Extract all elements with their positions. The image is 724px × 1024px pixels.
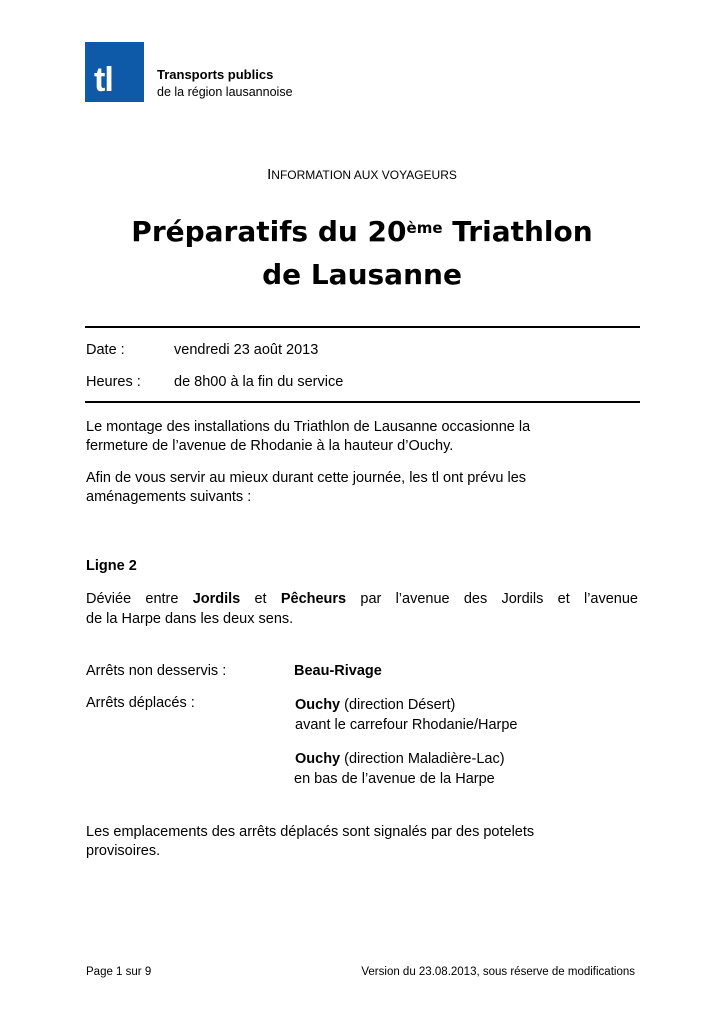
intro-p1-line2: fermeture de l’avenue de Rhodanie à la hauteur d’Ouchy.	[86, 438, 454, 454]
deviation-paragraph	[86, 590, 638, 629]
non-served-label: Arrêts non desservis :	[86, 663, 227, 679]
section-heading	[86, 557, 638, 576]
tl-logo	[85, 42, 144, 102]
logo-text: tl	[94, 61, 113, 99]
page-number: Page 1 sur 9	[86, 966, 152, 978]
intro-paragraph-1	[86, 418, 638, 456]
moved-stop-1-title	[295, 695, 517, 715]
title-part2: Triathlon	[442, 215, 593, 248]
divider-top	[85, 326, 640, 328]
org-name-line2: de la région lausannoise	[157, 85, 293, 99]
non-served-value	[294, 663, 382, 679]
document-kicker	[0, 166, 724, 183]
intro-p1-line1: Le montage des installations du Triathlon de Lausanne occasionne la	[86, 419, 531, 435]
hours-value: de 8h00 à la fin du service	[174, 374, 344, 390]
dev-text-c: et	[240, 591, 281, 607]
kicker-initial: I	[267, 166, 272, 183]
note-line1: Les emplacements des arrêts déplacés sont signalés par des potelets	[86, 824, 535, 840]
note-paragraph	[86, 823, 638, 861]
moved-stop-2-location: en bas de l’avenue de la Harpe	[294, 771, 495, 787]
date-value: vendredi 23 août 2013	[174, 342, 319, 358]
hours-label: Heures :	[86, 374, 141, 390]
intro-p2-line2: aménagements suivants :	[86, 489, 252, 505]
moved-stop-2-name: Ouchy	[295, 751, 341, 767]
title-line1	[0, 210, 724, 253]
moved-stop-1-direction: (direction Désert)	[340, 697, 456, 713]
moved-stop-2-direction: (direction Maladière-Lac)	[340, 751, 505, 767]
dev-stop-pecheurs: Pêcheurs	[280, 591, 347, 607]
title-superscript: ème	[406, 219, 443, 237]
moved-stop-1-name: Ouchy	[295, 697, 341, 713]
deviation-line1	[86, 590, 638, 609]
version-note: Version du 23.08.2013, sous réserve de modifications	[361, 966, 635, 978]
non-served-stop: Beau-Rivage	[294, 663, 382, 679]
page-title	[0, 210, 724, 296]
date-label: Date :	[86, 342, 125, 358]
moved-stops-label: Arrêts déplacés :	[86, 695, 195, 711]
moved-stop-1	[295, 695, 517, 735]
title-part1: Préparatifs du 20	[131, 215, 407, 248]
kicker-rest: NFORMATION AUX VOYAGEURS	[271, 168, 457, 182]
deviation-line2: de la Harpe dans les deux sens.	[86, 611, 294, 627]
dev-text-e: par l’avenue des Jordils et l’avenue	[346, 591, 638, 607]
note-line2: provisoires.	[86, 843, 161, 859]
moved-stop-2	[295, 749, 505, 789]
dev-stop-jordils: Jordils	[192, 591, 241, 607]
intro-p2-line1: Afin de vous servir au mieux durant cette journée, les tl ont prévu les	[86, 470, 527, 486]
intro-paragraph-2	[86, 469, 638, 507]
org-name-line1: Transports publics	[157, 67, 274, 82]
ligne-heading-text: Ligne 2	[86, 558, 137, 574]
title-line2: de Lausanne	[262, 258, 462, 291]
moved-stop-1-location: avant le carrefour Rhodanie/Harpe	[295, 717, 518, 733]
divider-bottom	[85, 401, 640, 403]
dev-text-a: Déviée entre	[86, 591, 193, 607]
moved-stop-2-title	[295, 749, 505, 769]
